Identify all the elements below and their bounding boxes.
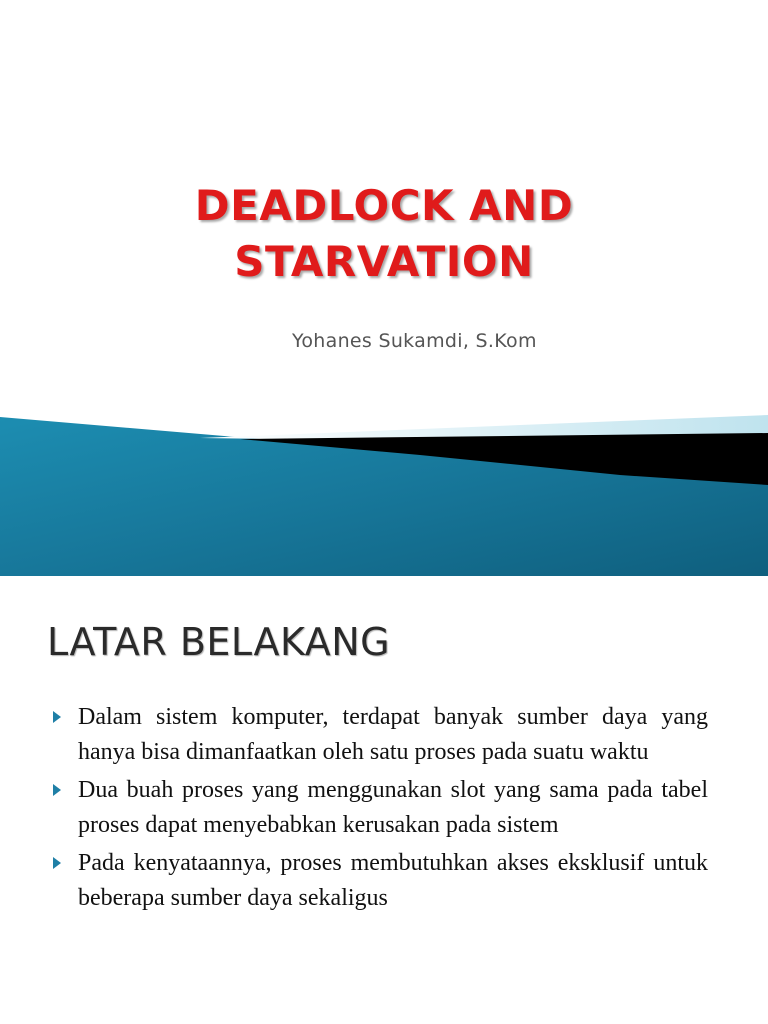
slide-title-line2: STARVATION xyxy=(234,237,534,286)
content-slide xyxy=(0,576,768,1024)
slide-title-line1: DEADLOCK AND xyxy=(194,181,574,230)
triangle-right-icon xyxy=(53,857,61,869)
bullet-item xyxy=(48,846,708,916)
triangle-right-icon xyxy=(53,711,61,723)
bullet-list xyxy=(48,700,708,919)
slide-title xyxy=(0,178,768,290)
bullet-item xyxy=(48,700,708,770)
bullet-text: Dalam sistem komputer, terdapat banyak sumber daya yang hanya bisa dimanfaatkan oleh satu proses pada suatu waktu xyxy=(78,704,708,765)
triangle-right-icon xyxy=(53,784,61,796)
author-subtitle: Yohanes Sukamdi, S.Kom xyxy=(292,330,537,352)
bullet-item xyxy=(48,773,708,843)
decorative-swoosh xyxy=(0,405,768,576)
slide-heading: LATAR BELAKANG xyxy=(47,620,391,664)
bullet-text: Dua buah proses yang menggunakan slot yang sama pada tabel proses dapat menyebabkan kerusakan pada sistem xyxy=(78,777,708,838)
bullet-text: Pada kenyataannya, proses membutuhkan akses eksklusif untuk beberapa sumber daya sekaligus xyxy=(78,850,708,911)
